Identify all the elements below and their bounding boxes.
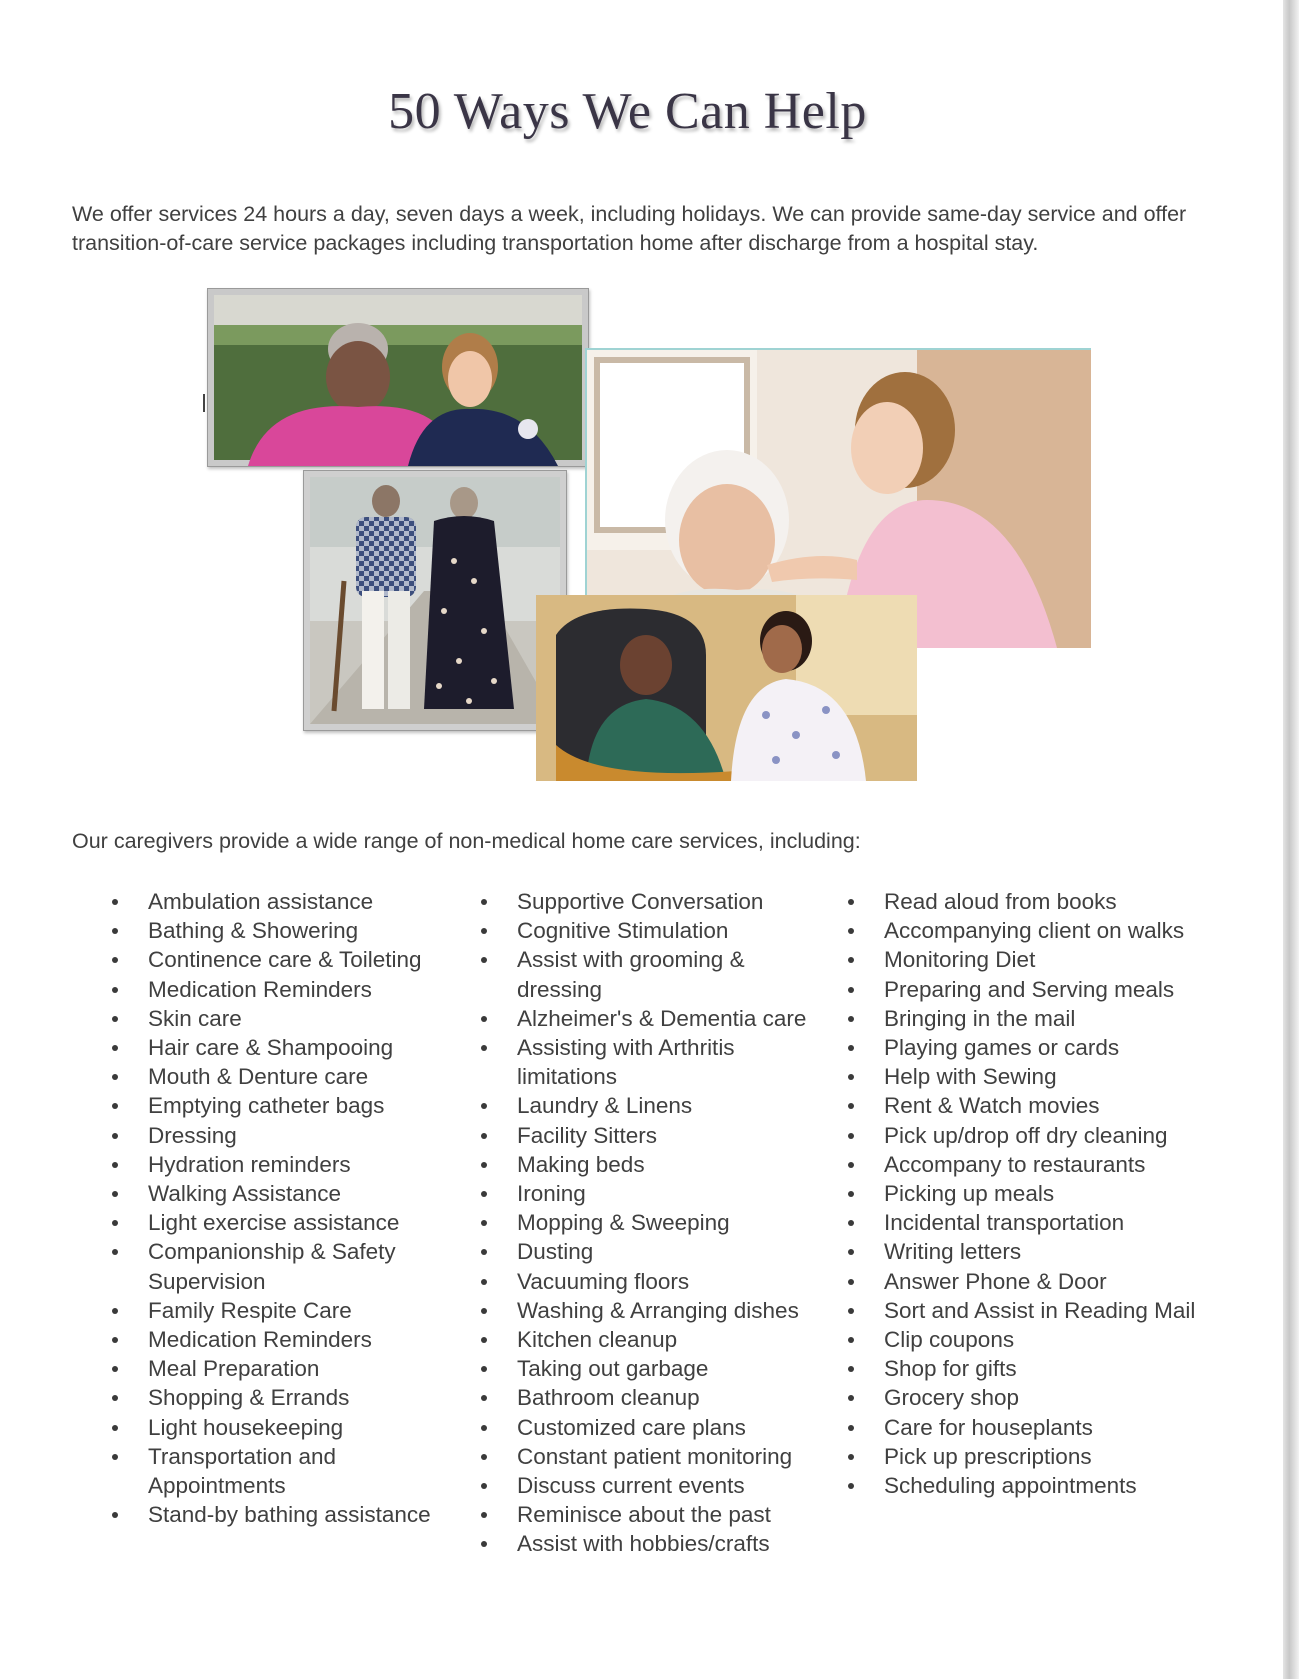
list-item: Medication Reminders [72, 1325, 432, 1354]
list-item: Mopping & Sweeping [441, 1208, 821, 1237]
list-item: Grocery shop [808, 1383, 1208, 1412]
list-item: Walking Assistance [72, 1179, 432, 1208]
list-item: Monitoring Diet [808, 945, 1208, 974]
list-item: Bringing in the mail [808, 1004, 1208, 1033]
list-item: Bathing & Showering [72, 916, 432, 945]
list-item: Family Respite Care [72, 1296, 432, 1325]
list-item: Help with Sewing [808, 1062, 1208, 1091]
list-item: Vacuuming floors [441, 1267, 821, 1296]
page-title: 50 Ways We Can Help [388, 83, 867, 140]
list-item: Laundry & Linens [441, 1091, 821, 1120]
list-item: Cognitive Stimulation [441, 916, 821, 945]
photo-seniors-walking-with-cane [303, 470, 567, 731]
list-item: Discuss current events [441, 1471, 821, 1500]
list-item: Writing letters [808, 1237, 1208, 1266]
list-item: Transportation and Appointments [72, 1442, 432, 1500]
list-item: Bathroom cleanup [441, 1383, 821, 1412]
list-item: Customized care plans [441, 1413, 821, 1442]
list-item: Washing & Arranging dishes [441, 1296, 821, 1325]
list-item: Assisting with Arthritis limitations [441, 1033, 821, 1091]
list-item: Reminisce about the past [441, 1500, 821, 1529]
photo-caregiver-with-senior-woman-outdoors [207, 288, 589, 467]
list-item: Taking out garbage [441, 1354, 821, 1383]
list-item: Medication Reminders [72, 975, 432, 1004]
list-item: Dressing [72, 1121, 432, 1150]
list-item: Supportive Conversation [441, 887, 821, 916]
list-item: Scheduling appointments [808, 1471, 1208, 1500]
services-column-3 [808, 887, 1208, 1500]
list-item: Dusting [441, 1237, 821, 1266]
list-item: Light exercise assistance [72, 1208, 432, 1237]
list-item: Picking up meals [808, 1179, 1208, 1208]
photo-caregiver-with-senior-man-in-chair [536, 595, 917, 781]
list-item: Read aloud from books [808, 887, 1208, 916]
list-item: Accompany to restaurants [808, 1150, 1208, 1179]
list-item: Alzheimer's & Dementia care [441, 1004, 821, 1033]
list-item: Playing games or cards [808, 1033, 1208, 1062]
list-item: Skin care [72, 1004, 432, 1033]
list-item: Incidental transportation [808, 1208, 1208, 1237]
intro-paragraph: We offer services 24 hours a day, seven days a week, including holidays. We can provide same-day service and offer transition-of-care service packages including transportation home after discharge from a hospital stay. [72, 202, 1187, 255]
list-item: Light housekeeping [72, 1413, 432, 1442]
list-item: Shop for gifts [808, 1354, 1208, 1383]
list-item: Emptying catheter bags [72, 1091, 432, 1120]
list-item: Facility Sitters [441, 1121, 821, 1150]
list-item: Ambulation assistance [72, 887, 432, 916]
list-item: Accompanying client on walks [808, 916, 1208, 945]
list-item: Assist with grooming & dressing [441, 945, 821, 1003]
list-item: Sort and Assist in Reading Mail [808, 1296, 1208, 1325]
list-item: Kitchen cleanup [441, 1325, 821, 1354]
list-item: Hydration reminders [72, 1150, 432, 1179]
list-item: Answer Phone & Door [808, 1267, 1208, 1296]
list-item: Continence care & Toileting [72, 945, 432, 974]
list-item: Assist with hobbies/crafts [441, 1529, 821, 1558]
list-item: Hair care & Shampooing [72, 1033, 432, 1062]
services-intro: Our caregivers provide a wide range of non-medical home care services, including: [72, 829, 861, 853]
list-item: Rent & Watch movies [808, 1091, 1208, 1120]
list-item: Care for houseplants [808, 1413, 1208, 1442]
list-item: Pick up prescriptions [808, 1442, 1208, 1471]
list-item: Stand-by bathing assistance [72, 1500, 432, 1529]
list-item: Constant patient monitoring [441, 1442, 821, 1471]
list-item: Preparing and Serving meals [808, 975, 1208, 1004]
list-item: Pick up/drop off dry cleaning [808, 1121, 1208, 1150]
list-item: Meal Preparation [72, 1354, 432, 1383]
page-edge-shadow [1283, 0, 1299, 1679]
list-item: Making beds [441, 1150, 821, 1179]
text-cursor-mark [203, 394, 205, 412]
services-column-1 [72, 887, 432, 1529]
list-item: Mouth & Denture care [72, 1062, 432, 1091]
services-column-2 [441, 887, 821, 1559]
list-item: Companionship & Safety Supervision [72, 1237, 432, 1295]
list-item: Shopping & Errands [72, 1383, 432, 1412]
list-item: Ironing [441, 1179, 821, 1208]
list-item: Clip coupons [808, 1325, 1208, 1354]
